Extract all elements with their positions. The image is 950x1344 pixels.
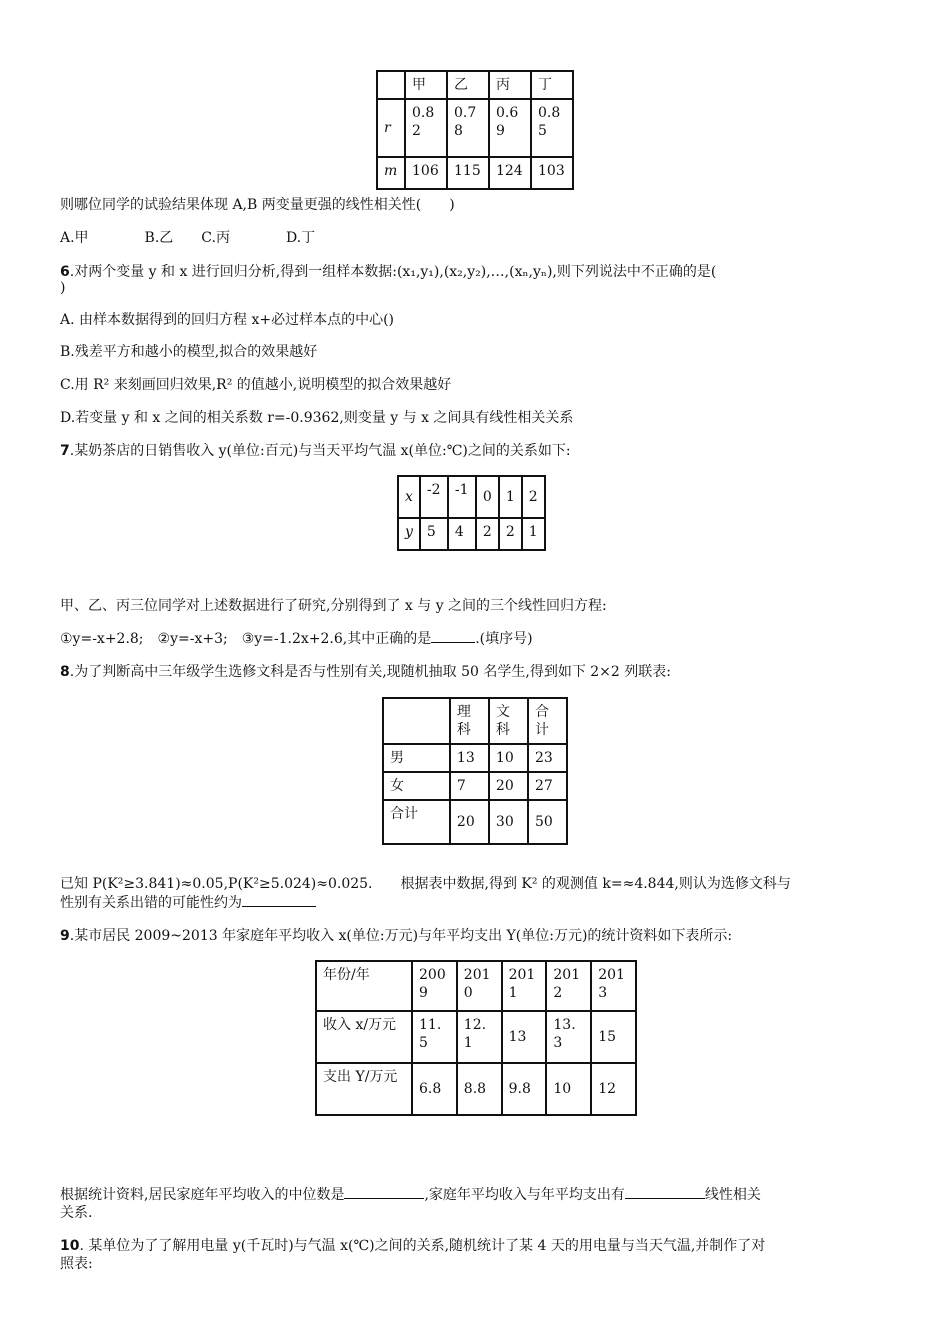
q5-stem: 则哪位同学的试验结果体现 A,B 两变量更强的线性相关性( ) xyxy=(60,197,455,213)
q7-text-1: 甲、乙、丙三位同学对上述数据进行了研究,分别得到了 x 与 y 之间的三个线性回归方程: xyxy=(60,598,607,614)
q8-stem-text: .为了判断高中三年级学生选修文科是否与性别有关,现随机抽取 50 名学生,得到如下 2×2 列联表: xyxy=(69,664,671,680)
q7-stem xyxy=(60,441,571,461)
table-cell: 10 xyxy=(489,744,528,772)
q10-stem-text: . 某单位为了了解用电量 y(千瓦时)与气温 x(℃)之间的关系,随机统计了某 4 天的用电量与当天气温,并制作了对 xyxy=(79,1238,766,1254)
table-cell: 2 xyxy=(522,476,545,518)
q6-stem-cont: ) xyxy=(60,280,66,296)
table-cell: r xyxy=(377,99,405,157)
table-cell: 0 xyxy=(476,476,499,518)
q9-text-b: ,家庭年平均收入与年平均支出有 xyxy=(424,1187,625,1203)
table-cell: 理科 xyxy=(450,698,489,744)
table-cell: x xyxy=(398,476,420,518)
question-number: 9 xyxy=(60,928,70,944)
table-cell: 12.1 xyxy=(457,1011,502,1063)
question-number: 7 xyxy=(60,443,70,459)
q6-stem xyxy=(60,262,716,282)
table-cell: 106 xyxy=(405,157,447,189)
q7-stem-text: .某奶茶店的日销售收入 y(单位:百元)与当天平均气温 x(单位:℃)之间的关系如下: xyxy=(69,443,571,459)
question-number: 6 xyxy=(60,264,70,280)
table-cell: 乙 xyxy=(447,71,489,99)
q6-option-d: D.若变量 y 和 x 之间的相关系数 r=-0.9362,则变量 y 与 x 之间具有线性相关关系 xyxy=(60,410,574,426)
table-cell: 11.5 xyxy=(412,1011,457,1063)
table-row xyxy=(383,800,567,844)
q6-stem-text: .对两个变量 y 和 x 进行回归分析,得到一组样本数据:(x₁,y₁),(x₂,y₂),…,(xₙ,yₙ),则下列说法中不正确的是( xyxy=(69,264,717,280)
table-cell: 13 xyxy=(450,744,489,772)
table-cell: 2 xyxy=(499,518,522,550)
table-cell: 0.69 xyxy=(489,99,531,157)
table-cell: -1 xyxy=(448,476,476,518)
table-cell: 23 xyxy=(528,744,567,772)
table-cell: 6.8 xyxy=(412,1063,457,1115)
table-cell: 2013 xyxy=(591,961,636,1011)
income-expense-table xyxy=(315,960,637,1116)
q8-stem xyxy=(60,662,671,682)
table-cell: 10 xyxy=(546,1063,591,1115)
table-cell: 丁 xyxy=(531,71,573,99)
table-cell: 15 xyxy=(591,1011,636,1063)
q10-stem xyxy=(60,1236,765,1256)
table-cell: 8.8 xyxy=(457,1063,502,1115)
table-cell: 0.85 xyxy=(531,99,573,157)
table-cell: 1 xyxy=(499,476,522,518)
q6-option-b: B.残差平方和越小的模型,拟合的效果越好 xyxy=(60,344,318,360)
table-cell: 4 xyxy=(448,518,476,550)
table-cell: 20 xyxy=(489,772,528,800)
answer-blank[interactable] xyxy=(344,1184,424,1199)
table-cell: 30 xyxy=(489,800,528,844)
q7-tail: .(填序号) xyxy=(475,631,533,647)
xy-table xyxy=(397,475,546,551)
table-cell: 50 xyxy=(528,800,567,844)
table-cell: y xyxy=(398,518,420,550)
table-row xyxy=(398,518,545,550)
table-cell: 收入 x/万元 xyxy=(316,1011,412,1063)
q9-text-a: 根据统计资料,居民家庭年平均收入的中位数是 xyxy=(60,1187,345,1203)
table-row xyxy=(383,744,567,772)
table-cell: 2012 xyxy=(546,961,591,1011)
q6-option-a: A. 由样本数据得到的回归方程 x+必过样本点的中心() xyxy=(60,312,395,328)
table-cell: m xyxy=(377,157,405,189)
table-cell: 合计 xyxy=(383,800,450,844)
table-cell: 男 xyxy=(383,744,450,772)
q9-text-c: 线性相关 xyxy=(704,1187,761,1203)
correlation-table xyxy=(376,70,574,190)
question-number: 8 xyxy=(60,664,70,680)
contingency-table xyxy=(382,697,568,845)
table-row xyxy=(316,1011,636,1063)
table-cell xyxy=(383,698,450,744)
table-cell xyxy=(377,71,405,99)
table-cell: 7 xyxy=(450,772,489,800)
table-cell: 12 xyxy=(591,1063,636,1115)
answer-blank[interactable] xyxy=(242,892,316,907)
table-row xyxy=(398,476,545,518)
table-cell: 合计 xyxy=(528,698,567,744)
table-cell: 103 xyxy=(531,157,573,189)
table-row xyxy=(316,961,636,1011)
table-cell: 女 xyxy=(383,772,450,800)
table-cell: 20 xyxy=(450,800,489,844)
q8-text-2 xyxy=(60,892,316,913)
q6-option-c: C.用 R² 来刻画回归效果,R² 的值越小,说明模型的拟合效果越好 xyxy=(60,377,452,393)
table-row xyxy=(377,99,573,157)
table-cell: 甲 xyxy=(405,71,447,99)
table-row xyxy=(383,772,567,800)
question-number: 10 xyxy=(60,1238,80,1254)
table-cell: 5 xyxy=(420,518,448,550)
table-cell: 27 xyxy=(528,772,567,800)
table-cell: 丙 xyxy=(489,71,531,99)
table-row xyxy=(377,71,573,99)
table-cell: 2011 xyxy=(502,961,547,1011)
table-cell: 1 xyxy=(522,518,545,550)
q9-stem-text: .某市居民 2009~2013 年家庭年平均收入 x(单位:万元)与年平均支出 Y(单位:万元)的统计资料如下表所示: xyxy=(69,928,733,944)
table-cell: 13.3 xyxy=(546,1011,591,1063)
q9-stem xyxy=(60,926,732,946)
q9-text-2: 关系. xyxy=(60,1205,93,1221)
q10-stem-cont: 照表: xyxy=(60,1256,93,1272)
table-cell: 0.78 xyxy=(447,99,489,157)
q7-text-2 xyxy=(60,628,533,649)
table-cell: 124 xyxy=(489,157,531,189)
answer-blank[interactable] xyxy=(431,628,475,643)
q7-options: ①y=-x+2.8; ②y=-x+3; ③y=-1.2x+2.6,其中正确的是 xyxy=(60,631,432,647)
table-cell: 2010 xyxy=(457,961,502,1011)
table-cell: 115 xyxy=(447,157,489,189)
table-cell: 2009 xyxy=(412,961,457,1011)
table-cell: 13 xyxy=(502,1011,547,1063)
answer-blank[interactable] xyxy=(625,1184,705,1199)
table-cell: -2 xyxy=(420,476,448,518)
table-cell: 支出 Y/万元 xyxy=(316,1063,412,1115)
table-cell: 年份/年 xyxy=(316,961,412,1011)
q9-text-1 xyxy=(60,1184,761,1205)
table-row xyxy=(377,157,573,189)
table-cell: 0.82 xyxy=(405,99,447,157)
q5-options: A.甲 B.乙 C.丙 D.丁 xyxy=(60,230,316,246)
table-row xyxy=(316,1063,636,1115)
table-cell: 文科 xyxy=(489,698,528,744)
table-cell: 9.8 xyxy=(502,1063,547,1115)
q8-text-1: 已知 P(K²≥3.841)≈0.05,P(K²≥5.024)≈0.025. 根据表中数据,得到 K² 的观测值 k=≈4.844,则认为选修文科与 xyxy=(60,876,791,892)
q8-text-2-label: 性别有关系出错的可能性约为 xyxy=(60,895,242,911)
table-cell: 2 xyxy=(476,518,499,550)
table-row xyxy=(383,698,567,744)
